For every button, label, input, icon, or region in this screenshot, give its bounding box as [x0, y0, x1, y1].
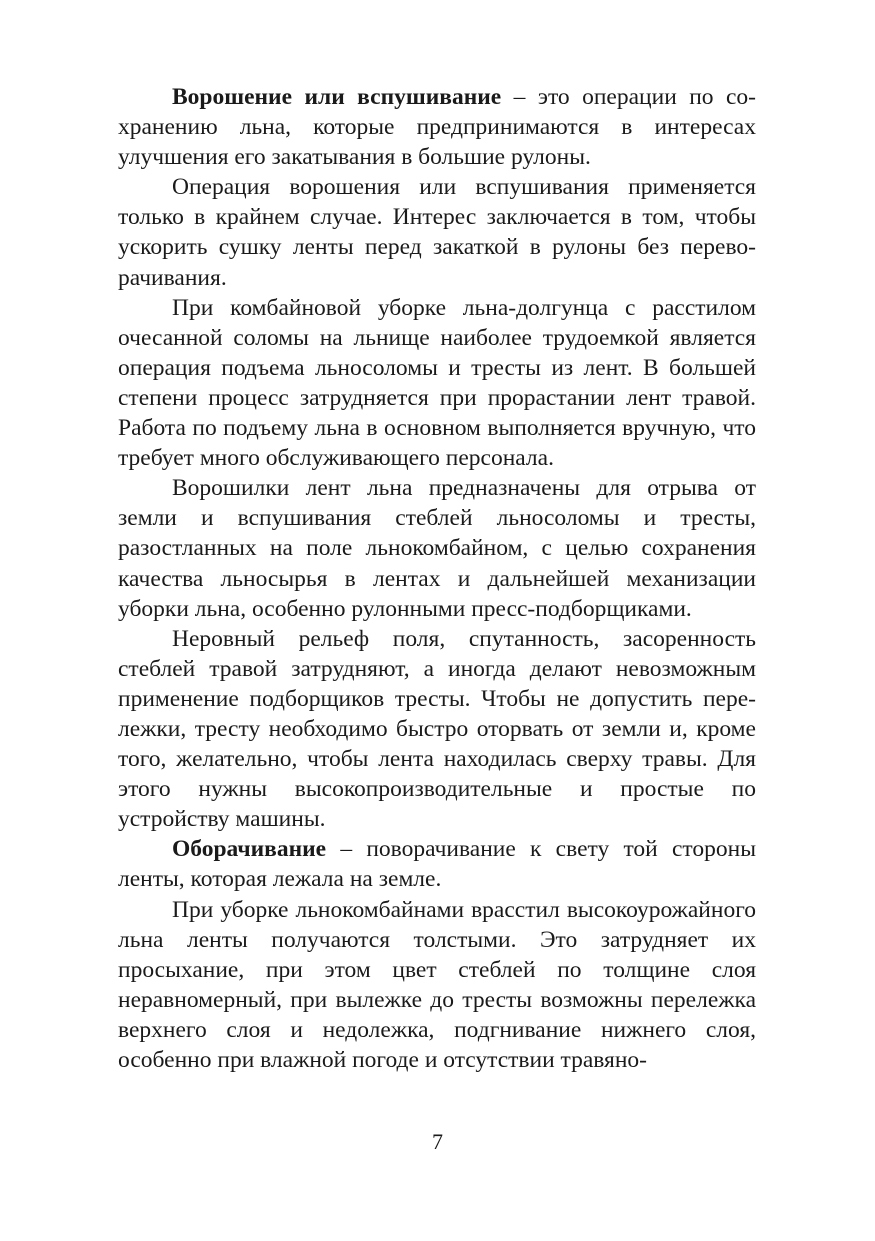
page-body: [118, 82, 756, 1075]
paragraph-4-text: Ворошилки лент льна предназначены для отрыва от земли и вспушивания стеблей льносоломы и тресты, разостланных на поле льнокомбайном, с целью сохранения качества льносырья в лентах и дальнейшей механизации уборки льна, особенно рулонными пресс-подборщиками.: [118, 475, 756, 622]
paragraph-3-text: При комбайновой уборке льна-долгунца с расстилом очесанной соломы на льнище наиболее трудоемкой является операция подъема льносоломы и тресты из лент. В большей степени процесс затрудняется при прорастании лент травой. Работа по подъему льна в основном выполняется вручную, что требует много обслуживающего персонала.: [118, 294, 756, 472]
paragraph-7: [118, 895, 756, 1076]
paragraph-5-text: Неровный рельеф поля, спутанность, засоренность стеблей травой затрудняют, а иногда делают невозможным применение подборщиков тресты. Чтобы не допустить перележки, тресту необходимо быстро оторвать от земли и, кроме того, желательно, чтобы лента находилась сверху травы. Для этого нужны высокопроизводительные и простые по устройству машины.: [118, 625, 756, 833]
term-oborachivanie: Оборачивание: [172, 836, 327, 863]
paragraph-5: [118, 624, 756, 835]
paragraph-1: [118, 82, 756, 172]
paragraph-2-text: Операция ворошения или вспушивания применяется только в крайнем случае. Интерес заключается в том, чтобы ускорить сушку ленты перед закаткой в рулоны без переворачивания.: [118, 174, 756, 291]
page-number: 7: [432, 1129, 443, 1154]
term-vороshenie: Ворошение или вспушивание: [172, 84, 502, 110]
paragraph-6-text: – поворачивание к свету той стороны ленты, которая лежала на земле.: [118, 836, 756, 893]
paragraph-3: [118, 293, 756, 474]
paragraph-2: [118, 172, 756, 292]
paragraph-1-text: – это операции по сохранению льна, которые предпринимаются в интересах улучшения его закатывания в большие рулоны.: [118, 84, 756, 171]
paragraph-6: [118, 834, 756, 894]
paragraph-4: [118, 473, 756, 623]
paragraph-7-text: При уборке льнокомбайнами врасстил высокоурожайного льна ленты получаются толстыми. Это затрудняет их просыхание, при этом цвет стеблей по толщине слоя неравномерный, при вылежке до тресты возможны перележка верхнего слоя и недолежка, подгнивание нижнего слоя, особенно при влажной погоде и отсутствии травяно-: [118, 896, 756, 1073]
